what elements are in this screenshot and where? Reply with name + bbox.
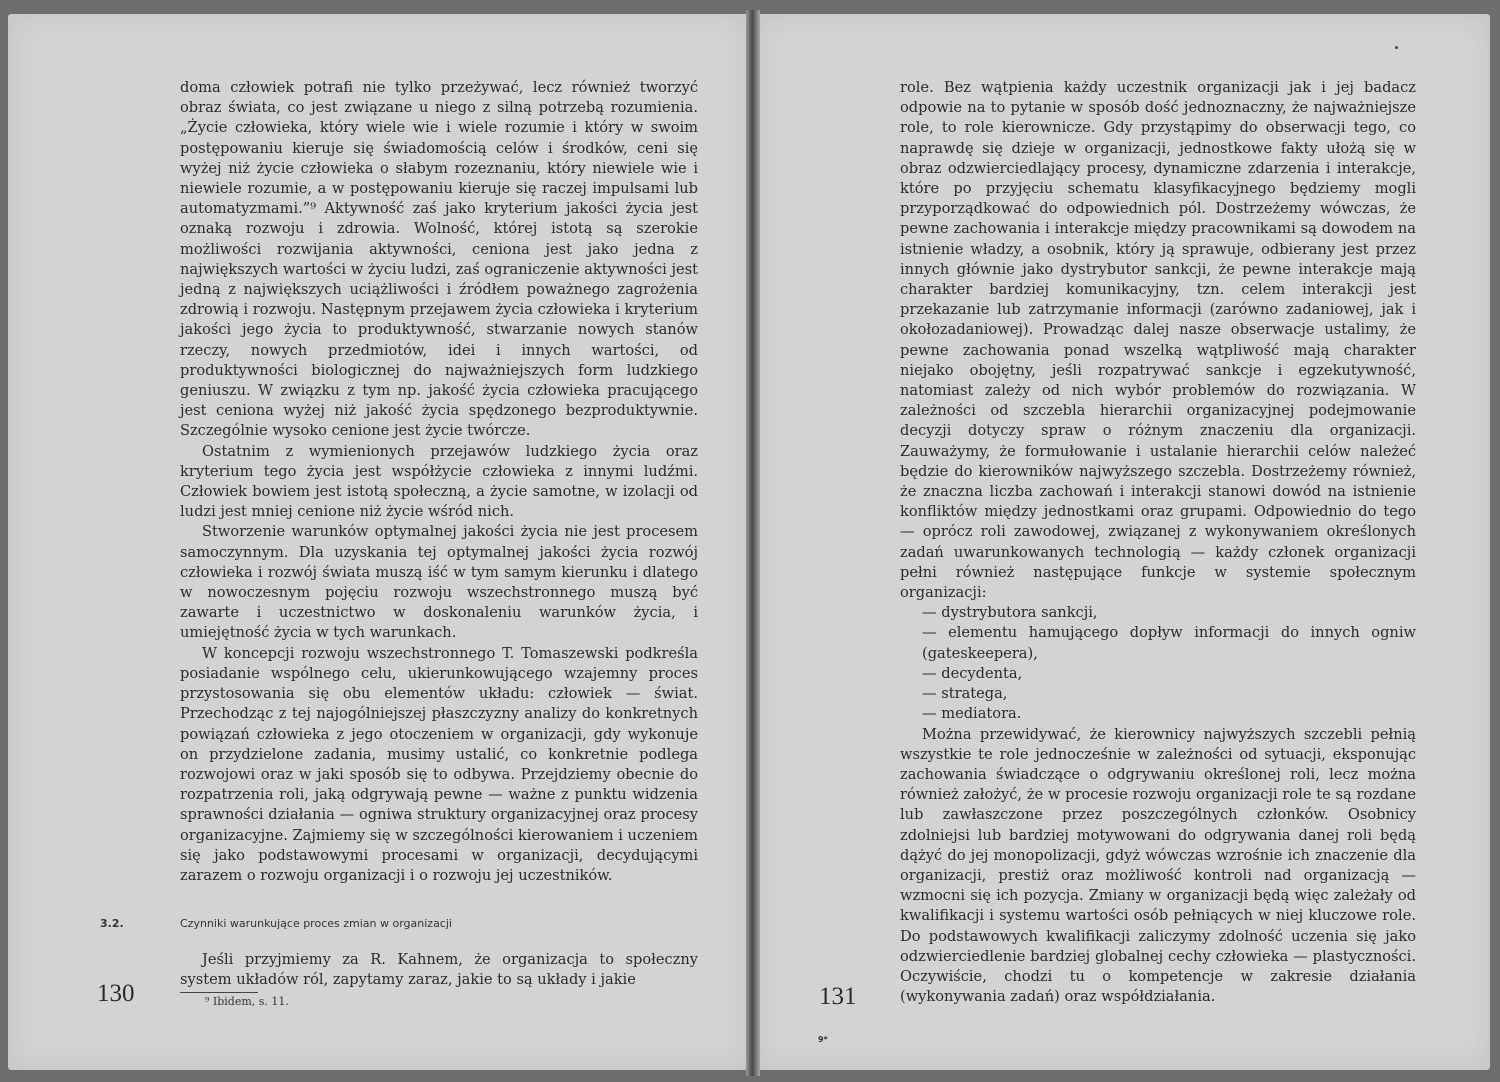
printer-signature: 9* xyxy=(818,1035,828,1044)
right-page-body xyxy=(900,78,1416,1007)
paragraph: Ostatnim z wymienionych przejawów ludzkiego życia oraz kryterium tego życia jest współżycie człowieka z innymi ludźmi. Człowiek bowiem jest istotą społeczną, a życie samotne, w izolacji od ludzi jest mniej cenione niż życie wśród nich. xyxy=(180,442,698,521)
paragraph: Jeśli przyjmiemy za R. Kahnem, że organizacja to społeczny system układów ról, zapytamy zaraz, jakie to są układy i jakie xyxy=(180,951,698,989)
footnote-rule xyxy=(180,992,258,993)
section-intro xyxy=(180,950,698,990)
list-item: — decydenta, xyxy=(922,664,1023,682)
list-item: — elementu hamującego dopływ informacji do innych ogniw (gateskeepera), xyxy=(922,624,1416,662)
print-speck xyxy=(1395,46,1398,49)
section-number: 3.2. xyxy=(100,917,124,930)
list-item: — stratega, xyxy=(922,685,1008,703)
paragraph: Stworzenie warunków optymalnej jakości życia nie jest procesem samoczynnym. Dla uzyskania tej optymalnej jakości życia rozwój człowieka i rozwój świata muszą iść w tym samym kierunku i dlatego w nowoczesnym pojęciu rozwoju wszechstronnego muszą być zawarte i uczestnictwo w doskonaleniu warunków życia, i umiejętność życia w tych warunkach. xyxy=(180,523,698,642)
paragraph: W koncepcji rozwoju wszechstronnego T. Tomaszewski podkreśla posiadanie wspólnego celu, ukierunkowującego wzajemny proces przystosowania się obu elementów układu: człowiek — świat. Przechodząc z tej najogólniejszej płaszczyzny analizy do konkretnych powiązań człowieka z jego otoczeniem w organizacji, gdy wykonuje on przydzielone zadania, musimy ustalić, co konkretnie podlega rozwojowi oraz w jaki sposób się to odbywa. Przejdziemy obecnie do rozpatrzenia roli, jaką odgrywają pewne — ważne z punktu widzenia sprawności działania — ogniwa struktury organizacyjnej oraz procesy organizacyjne. Zajmiemy się w szczególności kierowaniem i uczeniem się jako podstawowymi procesami w organizacji, decydującymi zarazem o rozwoju organizacji i o rozwoju jej uczestników. xyxy=(180,644,698,884)
page-number-right: 131 xyxy=(819,983,857,1010)
paragraph: role. Bez wątpienia każdy uczestnik organizacji jak i jej badacz odpowie na to pytanie w sposób dość jednoznaczny, że najważniejsze role, to role kierownicze. Gdy przystąpimy do obserwacji tego, co naprawdę się dzieje w organizacji, jednostkowe fakty ułożą się w obraz odzwierciedlający procesy, dynamiczne zdarzenia i interakcje, które po przyjęciu schematu klasyfikacyjnego będziemy mogli przyporządkować do odpowiednich pól. Dostrzeżemy wówczas, że pewne zachowania i interakcje między pracownikami są dowodem na istnienie władzy, a osobnik, który ją sprawuje, odbierany jest przez innych głównie jako dystrybutor sankcji, że pewne interakcje mają charakter bardziej komunikacyjny, tzn. celem interakcji jest przekazanie lub zatrzymanie informacji (zarówno zadaniowej, jak i okołozadaniowej). Prowadząc dalej nasze obserwacje ustalimy, że pewne zachowania ponad wszelką wątpliwość mają charakter niejako obojętny, jeśli rozpatrywać sankcje i egzekutywność, natomiast zależy od nich wybór problemów do rozwiązania. W zależności od szczebla hierarchii organizacyjnej podejmowanie decyzji dotyczy spraw o różnym znaczeniu dla organizacji. Zauważymy, że formułowanie i ustalanie hierarchii celów należeć będzie do kierowników najwyższego szczebla. Dostrzeżemy również, że znaczna liczba zachowań i interakcji stanowi dowód na istnienie konfliktów między jednostkami oraz grupami. Odpowiednio do tego — oprócz roli zawodowej, związanej z wykonywaniem określonych zadań uwarunkowanych technologią — każdy członek organizacji pełni również następujące funkcje w systemie społecznym organizacji: xyxy=(900,79,1416,602)
book-gutter xyxy=(746,10,760,1076)
list-item: — dystrybutora sankcji, xyxy=(922,604,1098,622)
paragraph: Można przewidywać, że kierownicy najwyższych szczebli pełnią wszystkie te role jednocześnie w zależności od sytuacji, eksponując zachowania świadczące o odgrywaniu określonej roli, lecz można również założyć, że w procesie rozwoju organizacji role te są rozdane lub zawłaszczone przez poszczególnych członków. Osobnicy zdolniejsi lub bardziej motywowani do odgrywania danej roli będą dążyć do jej monopolizacji, gdyż wówczas wzrośnie ich znaczenie dla organizacji, prestiż oraz możliwość kontroli nad organizacją — wzmocni się ich pozycja. Zmiany w organizacji będą więc zależały od kwalifikacji i systemu wartości osób pełniących w niej kluczowe role. Do podstawowych kwalifikacji zaliczymy zdolność uczenia się jako odzwierciedlenie bardziej globalnej cechy człowieka — plastyczności. Oczywiście, chodzi tu o kompetencje w zakresie działania (wykonywania zadań) oraz współdziałania. xyxy=(900,725,1416,1006)
page-number-left: 130 xyxy=(97,980,135,1007)
paragraph: doma człowiek potrafi nie tylko przeżywać, lecz również tworzyć obraz świata, co jest związane u niego z silną potrzebą rozumienia. „Życie człowieka, który wiele wie i wiele rozumie i który w swoim postępowaniu kieruje się świadomością celów i środków, ceni się wyżej niż życie człowieka o słabym rozeznaniu, który niewiele wie i niewiele rozumie, a w postępowaniu kieruje się raczej impulsami lub automatyzmami.”⁹ Aktywność zaś jako kryterium jakości życia jest oznaką rozwoju i zdrowia. Wolność, której istotą są szerokie możliwości rozwijania aktywności, ceniona jest jako jedna z największych wartości w życiu ludzi, zaś ograniczenie aktywności jest jedną z największych uciążliwości i źródłem poważnego zagrożenia zdrowią i rozwoju. Następnym przejawem życia człowieka i kryterium jakości jego życia to produktywność, stwarzanie nowych stanów rzeczy, nowych przedmiotów, idei i innych wartości, od produktywności biologicznej do najważniejszych form ludzkiego geniuszu. W związku z tym np. jakość życia człowieka pracującego jest ceniona wyżej niż jakość życia spędzonego bezproduktywnie. Szczególnie wysoko cenione jest życie twórcze. xyxy=(180,79,698,440)
list-item: — mediatora. xyxy=(922,705,1022,723)
footnote: ⁹ Ibidem, s. 11. xyxy=(205,995,289,1008)
left-page-body xyxy=(180,78,698,886)
section-title: Czynniki warunkujące proces zmian w organizacji xyxy=(180,917,452,930)
